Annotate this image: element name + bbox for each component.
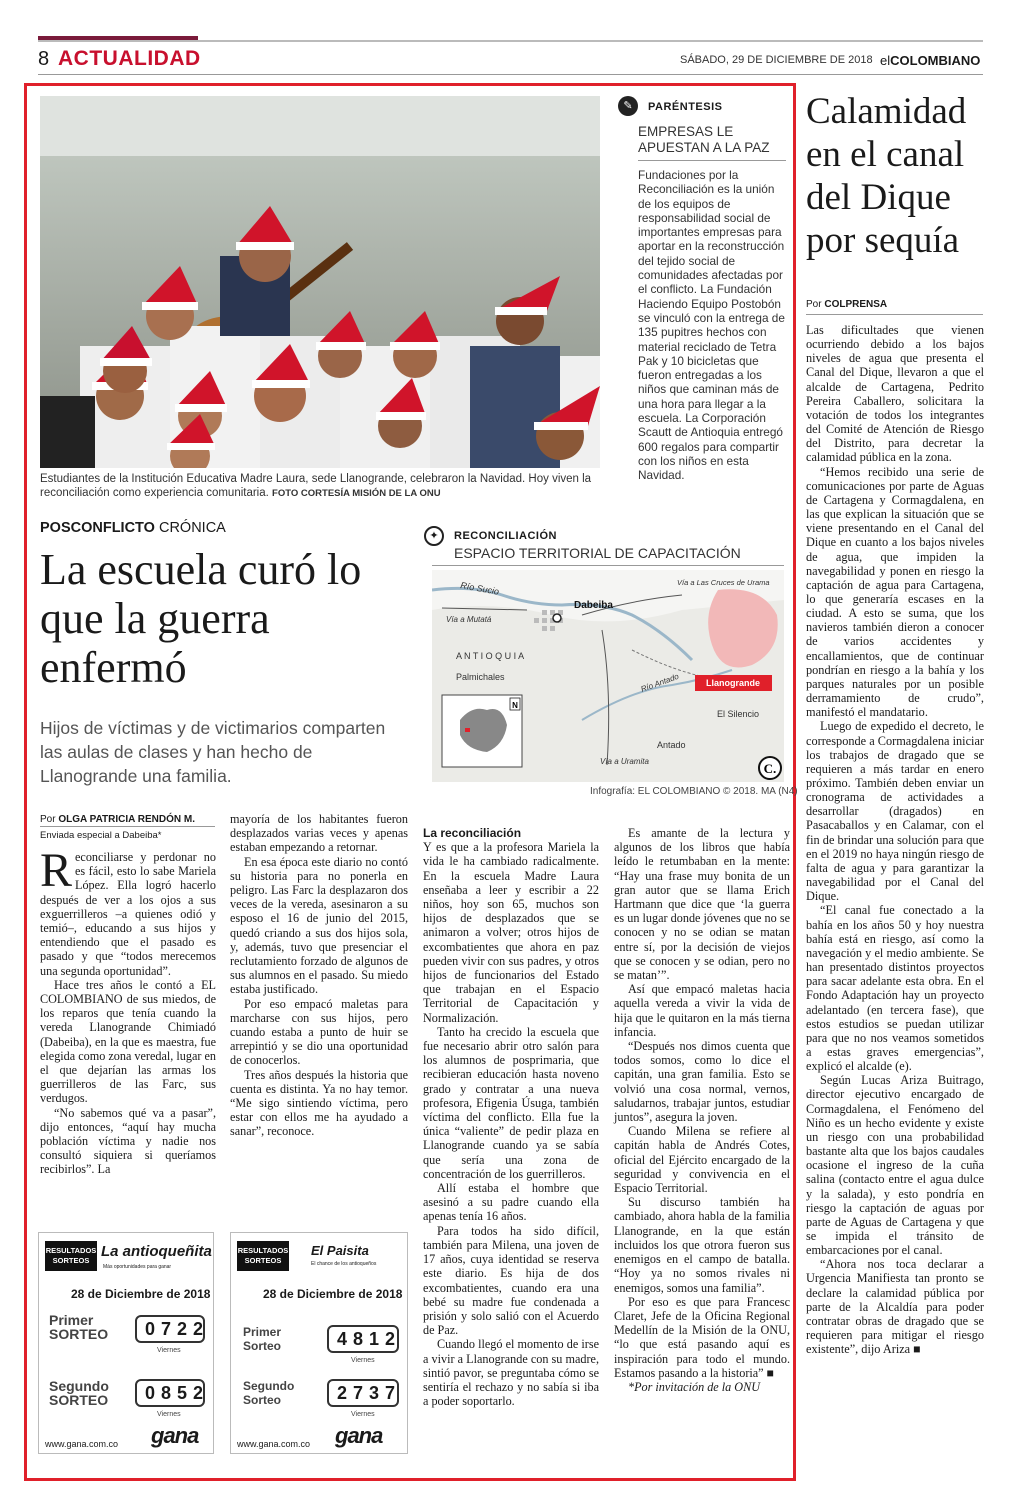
paragraph: Las dificultades que vienen ocurriendo debido a los bajos niveles de agua que presenta el Canal del Dique, llevaron a que el alcalde de Cartagena, Pedrito Pereira Caballero, solicitara la votación de todos los integrantes del Comité de Atención de Riesgo del Distrito, para decretar la calamidad pública en la zona. — [806, 323, 984, 465]
ad-header: RESULTADOS SORTEOS — [237, 1241, 289, 1271]
label-antado: Antado — [657, 740, 686, 750]
dabeiba-marker — [553, 614, 561, 622]
photo-caption: Estudiantes de la Institución Educativa Madre Laura, sede Llanogrande, celebraron la Navidad. Hoy viven la reconciliación como experiencia comunitaria. FOTO CORTESÍA MISIÓN DE LA ONU — [40, 473, 592, 499]
paragraph: En esa época este diario no contó su historia para no ponerla en peligro. Las Farc la desplazaron dos veces de la vereda, asesinaron a su esposo el 16 de junio del 2015, quedó criando a sus dos hijos sola, y, además, tuvo que presenciar el reclutamiento forzado de algunos de sus alumnos en el pasado. Su miedo estaba justificado. — [230, 854, 408, 997]
ad-tagline: El chance de los antioqueños — [311, 1261, 377, 1267]
newspaper-brand: elCOLOMBIANO — [880, 53, 981, 68]
label-via-uramita: Vía a Uramita — [600, 757, 649, 766]
label-rio-sucio: Río Sucio — [459, 580, 500, 597]
side-story-byline: Por COLPRENSA — [806, 299, 888, 310]
paragraph: Para todos ha sido difícil, también para Milena, una joven de 17 años, cuya identidad se reserva este diario. Es hija de dos excombatientes, cuando era una bebé su madre fue condenada a prisión y solo salió con el Acuerdo de Paz. — [423, 1223, 599, 1338]
children-christmas-photo — [40, 96, 600, 468]
ad-logo: El Paisita — [311, 1243, 369, 1258]
locator-map[interactable] — [432, 570, 784, 782]
page-number: 8 — [38, 48, 50, 70]
ad-draw2-day: Viernes — [157, 1411, 181, 1418]
subhead: La reconciliación — [423, 826, 522, 840]
header-rule — [38, 74, 983, 75]
sidebar-title: EMPRESAS LE APUESTAN A LA PAZ — [638, 124, 770, 155]
ad-date: 28 de Diciembre de 2018 — [263, 1287, 403, 1301]
paragraph: Y es que a la profesora Mariela la vida le ha cambiado radicalmente. En la escuela Madre Laura enseñaba a leer y escribir a 22 niños, hoy son 65, muchos son hijos de desplazados que se animaron a volver; otros hijos de excombatientes que ahora en paz pueden vivir con sus padres, y otros hijos de funcionarios del Estado que trabajan en el Espacio Territorial de Capacitación y Normalización. — [423, 840, 599, 1025]
lottery-ad-antioquenita[interactable] — [38, 1232, 214, 1454]
story-headline[interactable]: La escuela curó lo que la guerra enfermó — [40, 545, 362, 692]
top-rule — [38, 40, 983, 42]
news-photo[interactable] — [40, 96, 600, 468]
paragraph: Hace tres años le contó a EL COLOMBIANO de sus miedos, de los reparos que tenía cuando la vereda Llanogrande Chimiadó (Dabeiba), en la que es maestra, fue elegida como zona veredal, lugar en el que dejarían las armas los guerrilleros de las Farc, sus verdugos. — [40, 977, 216, 1106]
paragraph: “No sabemos qué va a pasar”, dijo entonces, “aquí hay mucha población víctima y nadie nos consultó siquiera si queríamos recibirlos”. La — [40, 1105, 216, 1177]
ad-draw1-day: Viernes — [157, 1347, 181, 1354]
story-column-3 — [423, 826, 599, 1408]
paragraph: Cuando Milena se refiere al capitán habla de Andrés Cotes, oficial del Ejército encargado de la seguridad y convivencia en el Espacio Territorial. — [614, 1124, 790, 1196]
paragraph: Tanto ha crecido la escuela que fue necesario abrir otro salón para los alumnos de posprimaria, que recibieran educación hasta noveno grado y contratar a una nueva profesora, Efigenia Úsuga, también víctima del conflicto. Ella fue la única “valiente” de pedir plaza en Llanogrande cuando ya se sabía que sería una zona de concentración de los guerrilleros. — [423, 1024, 599, 1181]
paragraph: “El canal fue conectado a la bahía en los años 50 y hoy nuestra bahía está en riesgo, así como la navegación y el medio ambiente. Se han presentado distintos proyectos para sacar adelante esta obra. En el Fondo Adaptación hay un proyecto adelantado (en tercera fase), que estos estudios se puedan utilizar para que no nos veamos sometidos a estas graves emergencias”, explicó el alcalde (e). — [806, 903, 984, 1074]
ad-tagline: Más oportunidades para ganar — [103, 1264, 172, 1270]
side-story-headline[interactable]: Calamidad en el canal del Dique por sequía — [806, 91, 967, 261]
ad-draw2-label: Segundo SORTEO — [49, 1378, 109, 1408]
paragraph: Tres años después la historia que cuenta es distinta. Ya no hay temor. “Me sigo sintiendo víctima, pero estar con ellos me ha ayudado a sanar”, reconoce. — [230, 1067, 408, 1139]
ad-url[interactable]: www.gana.com.co — [45, 1439, 119, 1449]
footnote: *Por invitación de la ONU — [628, 1379, 761, 1394]
label-rio-antado: Río Antado — [639, 671, 681, 694]
paragraph: Es amante de la lectura y algunos de los libros que había leído le retumbaban en la mente: “Hay una frase muy bonita de un gran autor que se llama Erich Hartmann que dice que ‘la guerra es un lugar donde jóvenes que no se conocen y no se odian se matan entre sí, por la decisión de viejos que se conocen y se odian, pero no se matan’”. — [614, 826, 790, 983]
map-credit: Infografía: EL COLOMBIANO © 2018. MA (N4) — [590, 786, 798, 797]
gana-logo: gana — [335, 1423, 383, 1448]
ad-header: RESULTADOS SORTEOS — [45, 1241, 97, 1271]
side-story-rule — [806, 314, 983, 315]
north-label: N — [512, 701, 518, 710]
ad-draw1-number: 4812 — [327, 1325, 399, 1353]
ad-draw1-number: 0722 — [135, 1315, 205, 1343]
ad-date: 28 de Diciembre de 2018 — [71, 1287, 211, 1301]
paragraph: Por eso empacó maletas para marcharse con sus hijos, pero cuando estaba a punto de huir se arrepintió y se dio una oportunidad de conocerlos. — [230, 996, 408, 1068]
ad-draw1-label: Primer SORTEO — [49, 1312, 109, 1342]
paragraph: Por eso es que para Francesc Claret, Jefe de la Oficina Regional Medellín de la Misión de la ONU, “lo que está pasando aquí es inspiración para todo el mundo. Estamos pasando a la historia” ■ — [614, 1294, 790, 1380]
ad-draw2-label: Segundo Sorteo — [243, 1379, 295, 1407]
paragraph: Reconciliarse y perdonar no es fácil, esto lo sabe Mariela López. Ella logró hacerlo después de ver a los ojos a sus exguerrilleros –a quienes odió y temió–, educando a sus hijos y entendiendo que el pasado es pasado y que “todos merecemos una segunda oportunidad”. — [40, 844, 216, 978]
sidebar-kicker: PARÉNTESIS — [648, 101, 723, 113]
gana-logo: gana — [151, 1423, 199, 1448]
compass-icon: ✦ — [424, 526, 444, 546]
ad-draw1-day: Viernes — [351, 1357, 375, 1364]
byline-subtitle: Enviada especial a Dabeiba* — [40, 830, 162, 841]
map-kicker: RECONCILIACIÓN — [454, 530, 557, 542]
paragraph: Así que empacó maletas hacia aquella vereda a vivir la vida de hija que le quitaron en la más tierna infancia. — [614, 982, 790, 1039]
paragraph: Cuando llegó el momento de irse a vivir a Llanogrande con su madre, sintió pavor, se preguntaba cómo se sentiría el rechazo y no sabía si iba a poder soportarlo. — [423, 1337, 599, 1409]
map-rule — [432, 565, 784, 566]
paragraph: Luego de expedido el decreto, le corresponde a Cormagdalena iniciar los trabajos de dragado que se requieren a más tardar en enero próximo. También deben enviar un cronograma de actividades a desarrollar (dragados) en Pasacaballos y en Calamar, con el fin de brindar una solución para que en el 2019 no haya ningún riesgo de falta de agua y para garantizar la navegabilidad por el Canal del Dique. — [806, 719, 984, 904]
story-column-4 — [614, 826, 790, 1394]
story-kicker: POSCONFLICTO CRÓNICA — [40, 520, 226, 536]
paragraph: Según Lucas Ariza Buitrago, director ejecutivo encargado de Cormagdalena, el Fenómeno del Niño es un hecho evidente y existe un riesgo con una probabilidad bastante alta que los bajos caudales ocasione el ingreso de la cuña salina (contacto entre el agua dulce y la salada), y esto pondría en riesgo la captación de aguas por parte de Aguas de Cartagena y que se impida el tránsito de embarcaciones por el canal. — [806, 1073, 984, 1258]
side-story-body — [806, 323, 984, 1356]
label-via-urama: Vía a Las Cruces de Urama — [677, 578, 770, 587]
label-palmichales: Palmichales — [456, 672, 505, 682]
drop-cap: R — [40, 844, 73, 897]
ad-draw2-day: Viernes — [351, 1411, 375, 1418]
paragraph: mayoría de los habitantes fueron desplazados varias veces y apenas estaban empezando a retornar. — [230, 812, 408, 855]
lottery-ad-el-paisita[interactable] — [230, 1232, 408, 1454]
story-column-1 — [40, 844, 216, 1177]
ad-draw2-number: 2737 — [327, 1379, 399, 1407]
ad-draw1-label: Primer Sorteo — [243, 1325, 282, 1353]
sidebar-body: Fundaciones por la Reconciliación es la unión de los equipos de responsabilidad social de importantes empresas para aportar en la reconstrucción del tejido social de comunidades afectadas por el conflicto. La Fundación Haciendo Equipo Postobón se vinculó con la entrega de 135 pupitres hechos con material reciclado de Tetra Pak y 10 bicicletas que fueron entregadas a los niños que caminan más de una hora para llegar a la escuela. La Corporación Scautt de Antioquia entregó 600 regalos para compartir con los niños en esta Navidad. — [638, 168, 785, 483]
svg-text:C.: C. — [763, 761, 777, 776]
byline-rule — [40, 826, 215, 827]
map-title: ESPACIO TERRITORIAL DE CAPACITACIÓN — [454, 545, 741, 561]
story-byline: Por OLGA PATRICIA RENDÓN M. — [40, 814, 196, 825]
sidebar-rule — [638, 160, 786, 161]
photo-credit: FOTO CORTESÍA MISIÓN DE LA ONU — [272, 488, 441, 499]
story-deck: Hijos de víctimas y de victimarios comparten las aulas de clases y han hecho de Llanogrande una familia. — [40, 718, 386, 786]
ad-url[interactable]: www.gana.com.co — [237, 1439, 311, 1449]
paragraph: Su discurso también ha cambiado, ahora habla de la familia Llanogrande, en la que están incluidos los que otrora fueron sus enemigos en el campo de batalla. “Hoy ya no somos rivales ni enemigos, somos una familia”. — [614, 1195, 790, 1295]
paragraph: “Ahora nos toca declarar a Urgencia Manifiesta tan pronto se declare la calamidad pública por parte de la Alcaldía para poder contratar obras de dragado que se requieren para mitigar el riesgo existente”, dijo Ariza ■ — [806, 1257, 984, 1357]
story-column-2 — [230, 812, 408, 1139]
label-el-silencio: El Silencio — [717, 709, 760, 719]
label-dabeiba: Dabeiba — [574, 600, 613, 611]
pen-icon: ✎ — [618, 96, 638, 116]
ad-draw2-number: 0852 — [135, 1379, 205, 1407]
paragraph: Allí estaba el hombre que asesinó a su padre cuando ella apenas tenía 16 años. — [423, 1181, 599, 1224]
label-via-mutata: Vía a Mutatá — [446, 615, 492, 624]
paragraph: “Después nos dimos cuenta que todos somos, como lo dice el capitán, una gran familia. Esto se volvió una cosa normal, vernos, saludarnos, trabajar juntos, estudiar juntos”, asegura la joven. — [614, 1039, 790, 1125]
paragraph: “Hemos recibido una serie de comunicaciones por parte de Aguas de Cartagena y Cormagdalena, en las que explican la situación que se viene presentando en el Canal del Dique en cuanto a los bajos niveles de agua, que impiden la navegabilidad y ponen en riesgo la captación de agua para Cartagena, lo que generaría escases en la ciudad. A esto se suma, que los navieros también dieron a conocer de varios accidentes y encallamientos, que de continuar pondrían en riesgo a la bahía y los parques naturales por un posible derramamiento de crudo”, manifestó el mandatario. — [806, 464, 984, 720]
label-llanogrande: Llanogrande — [705, 678, 761, 688]
issue-date: SÁBADO, 29 DE DICIEMBRE DE 2018 — [680, 54, 873, 66]
label-antioquia: A N T I O Q U I A — [456, 651, 525, 661]
ad-logo: La antioqueñita — [101, 1243, 212, 1260]
section-name: ACTUALIDAD — [58, 47, 201, 70]
